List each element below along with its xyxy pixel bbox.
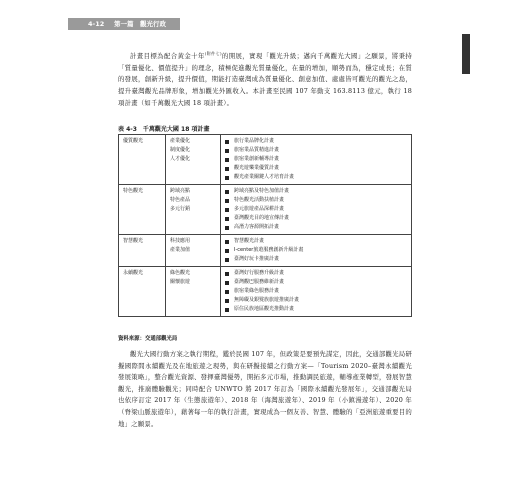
plan-item-label: 臺灣觀巴服務維新計畫 xyxy=(234,279,285,285)
table-caption: 表 4-3 千萬觀光大國 18 項計畫 xyxy=(118,126,210,133)
plan-item xyxy=(225,287,407,296)
plan-item-label: 原住民族地區觀光推動計畫 xyxy=(234,306,295,312)
plan-item xyxy=(225,237,407,246)
plan-item-label: 旅宿業綠色服務計畫 xyxy=(234,288,280,294)
subcategory: 綠色觀光 xyxy=(170,270,191,276)
plan-item-label: 高潛力客源開拓計畫 xyxy=(234,224,280,230)
square-bullet-icon xyxy=(225,217,229,221)
square-bullet-icon xyxy=(225,281,229,285)
square-bullet-icon xyxy=(225,290,229,294)
plan-item-label: 臺灣好行服務升級計畫 xyxy=(234,270,285,276)
square-bullet-icon xyxy=(225,258,229,262)
plan-item xyxy=(225,146,407,155)
plan-item xyxy=(225,278,407,287)
square-bullet-icon xyxy=(225,208,229,212)
square-bullet-icon xyxy=(225,272,229,276)
category-cell: 特色觀光 xyxy=(119,185,166,235)
square-bullet-icon xyxy=(225,240,229,244)
plan-item xyxy=(225,155,407,164)
plan-item xyxy=(225,305,407,314)
plan-item xyxy=(225,255,407,264)
plan-item-label: 多元旅遊產品深耕計畫 xyxy=(234,206,285,212)
subcategory: 科技應用 xyxy=(170,238,191,244)
part-title: 第一篇 觀光行政 xyxy=(114,20,166,28)
plan-item-label: I-center旅遊服務創新升級計畫 xyxy=(234,247,304,253)
subcategory: 多元行銷 xyxy=(170,206,191,212)
plan-item xyxy=(225,196,407,205)
category-cell: 優質觀光 xyxy=(119,135,166,185)
table-row xyxy=(119,135,412,185)
chapter-tab-mark xyxy=(462,34,470,74)
subcategory: 特色產品 xyxy=(170,197,191,203)
square-bullet-icon xyxy=(225,226,229,230)
square-bullet-icon xyxy=(225,249,229,253)
square-bullet-icon xyxy=(225,158,229,162)
square-bullet-icon xyxy=(225,140,229,144)
plan-item-label: 跨域亮點及特色加值計畫 xyxy=(234,188,290,194)
plan-item xyxy=(225,269,407,278)
category-cell: 永續觀光 xyxy=(119,267,166,317)
table-row xyxy=(119,235,412,267)
plan-item-label: 無障礙及銀髮族旅遊推廣計畫 xyxy=(234,297,300,303)
subcategory: 人才優化 xyxy=(170,156,191,162)
plan-item-label: 旅宿業創新輔導計畫 xyxy=(234,156,280,162)
running-header xyxy=(0,18,520,30)
subcategory-cell xyxy=(166,235,221,267)
plan-items-cell xyxy=(221,135,412,185)
subcategory-cell xyxy=(166,267,221,317)
action-plan-paragraph: 觀光大國行動方案之執行期程，鑑於民國 107 年，但政策是要預先謀定，因此，交通部觀光局研擬國際間永續觀光及在地旅遊之現勢，與在研擬接續之行動方案—「Tourism 2020–臺灣永續觀光發展策略」，整合觀光資源、發揮臺灣優勢，開拓多元市場，推動調民旅遊，輔導產業轉型，發展智慧觀光，推廣體驗觀光；同時配合 UNWTO 將 2017 年訂為「國際永續觀光發展年」，交通部觀光局也依序訂定 2017 年（生態旅遊年）、2018 年（海灣旅遊年）、2019 年（小鎮漫遊年）、2020 年（脊梁山脈旅遊年），藉著每一年的執行計畫，實現成為一個友善、智慧、體驗的「亞洲旅遊重要目的地」之願景。 xyxy=(118,350,412,428)
subcategory: 產業優化 xyxy=(170,138,191,144)
plan-item-label: 觀光遊樂業優質計畫 xyxy=(234,165,280,171)
intro-text-start: 計畫目標為配合黃金十年 xyxy=(130,52,205,61)
page-number: 4-12 xyxy=(88,20,105,28)
plan-items-cell xyxy=(221,185,412,235)
subcategory-cell xyxy=(166,135,221,185)
subcategory-cell xyxy=(166,185,221,235)
plan-item-label: 旅行業品牌化計畫 xyxy=(234,138,275,144)
plan-item-label: 特色觀光活動扶植計畫 xyxy=(234,197,285,203)
plan-item xyxy=(225,137,407,146)
subcategory: 制度優化 xyxy=(170,147,191,153)
plan-item xyxy=(225,164,407,173)
intro-paragraph xyxy=(118,48,412,109)
plan-item xyxy=(225,187,407,196)
intro-text-rest: 的開展，實現「觀光升級；邁向千萬觀光大國」之願景，將秉持「質量優化、價值提升」的理念，積極促進觀光質量優化，在量的增加，順勢而為，穩定成長；在質的發展，創新升級，提升價值，期能打造臺灣成為質量優化、創意加值、處處皆可觀光的觀光之島，提升臺灣觀光品牌形象，增加觀光外匯收入。本計畫至民國 107 年動支 163.8113 億元，執行 18 項計畫（如千萬觀光大國 18 項計畫）。 xyxy=(118,52,413,107)
category-cell: 智慧觀光 xyxy=(119,235,166,267)
plan-item-label: 臺灣觀光目的地宣傳計畫 xyxy=(234,215,290,221)
annex-reference: (附件七) xyxy=(204,51,222,56)
plan-item-label: 旅宿業品質精進計畫 xyxy=(234,147,280,153)
plan-item xyxy=(225,246,407,255)
subcategory: 關懷旅遊 xyxy=(170,279,191,285)
table-source: 資料來源：交通部觀光局 xyxy=(118,336,178,342)
plan-items-cell xyxy=(221,267,412,317)
subcategory: 產業加值 xyxy=(170,247,191,253)
table-row xyxy=(119,185,412,235)
plan-table xyxy=(118,134,412,317)
plan-item xyxy=(225,214,407,223)
square-bullet-icon xyxy=(225,190,229,194)
square-bullet-icon xyxy=(225,176,229,180)
subcategory: 跨域亮點 xyxy=(170,188,191,194)
plan-item xyxy=(225,296,407,305)
plan-item-label: 觀光產業關鍵人才培育計畫 xyxy=(234,174,295,180)
plan-item xyxy=(225,173,407,182)
plan-item xyxy=(225,223,407,232)
plan-item-label: 智慧觀光計畫 xyxy=(234,238,265,244)
square-bullet-icon xyxy=(225,299,229,303)
table-row xyxy=(119,267,412,317)
plan-items-cell xyxy=(221,235,412,267)
plan-item xyxy=(225,205,407,214)
square-bullet-icon xyxy=(225,149,229,153)
plan-item-label: 臺灣好玩卡推廣計畫 xyxy=(234,256,280,262)
square-bullet-icon xyxy=(225,167,229,171)
square-bullet-icon xyxy=(225,199,229,203)
square-bullet-icon xyxy=(225,308,229,312)
